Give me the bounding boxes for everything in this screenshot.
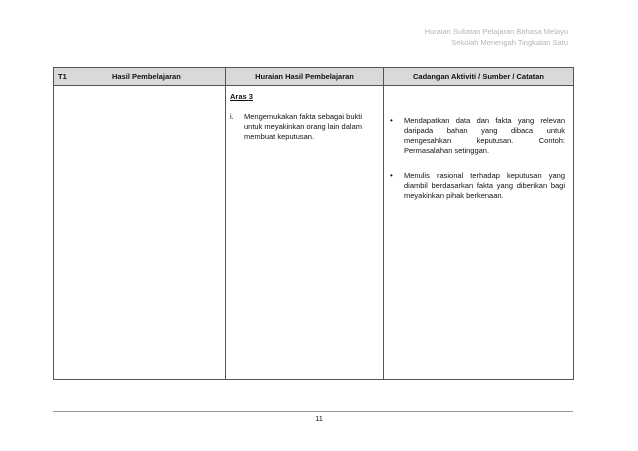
table-body-row	[54, 86, 574, 380]
header-cell-learning-outcome	[54, 68, 226, 86]
item-text: Mengemukakan fakta sebagai bukti untuk meyakinkan orang lain dalam membuat keputusan.	[244, 112, 362, 141]
activities-cell	[384, 86, 574, 380]
column-title-description: Huraian Hasil Pembelajaran	[226, 68, 384, 86]
table-header-row	[54, 68, 574, 86]
bullet-text: Mendapatkan data dan fakta yang relevan daripada bahan yang dibaca untuk mengesahkan keputusan. Contoh: Permasalahan setinggan.	[404, 116, 565, 155]
bullet-text: Menulis rasional terhadap keputusan yang diambil berdasarkan fakta yang diberikan bagi meyakinkan pihak berkenaan.	[404, 171, 565, 200]
column-title-learning-outcome: Hasil Pembelajaran	[112, 72, 181, 81]
list-item	[390, 116, 565, 156]
page-number: 11	[315, 414, 323, 423]
list-item	[390, 171, 565, 201]
bullet-icon: •	[390, 116, 393, 125]
learning-outcome-cell	[54, 86, 226, 380]
description-cell	[226, 86, 384, 380]
bullet-icon: •	[390, 171, 393, 180]
column-title-activities: Cadangan Aktiviti / Sumber / Catatan	[384, 68, 574, 86]
description-item	[230, 112, 379, 142]
header-line-1: Huraian Sukatan Pelajaran Bahasa Melayu	[424, 27, 568, 36]
header-line-2: Sekolah Menengah Tingkatan Satu	[451, 38, 568, 47]
item-number: i.	[230, 112, 234, 121]
footer-divider	[53, 411, 573, 412]
column-code: T1	[58, 72, 67, 81]
level-heading: Aras 3	[230, 92, 253, 101]
running-header	[425, 26, 568, 48]
curriculum-table	[53, 67, 574, 380]
